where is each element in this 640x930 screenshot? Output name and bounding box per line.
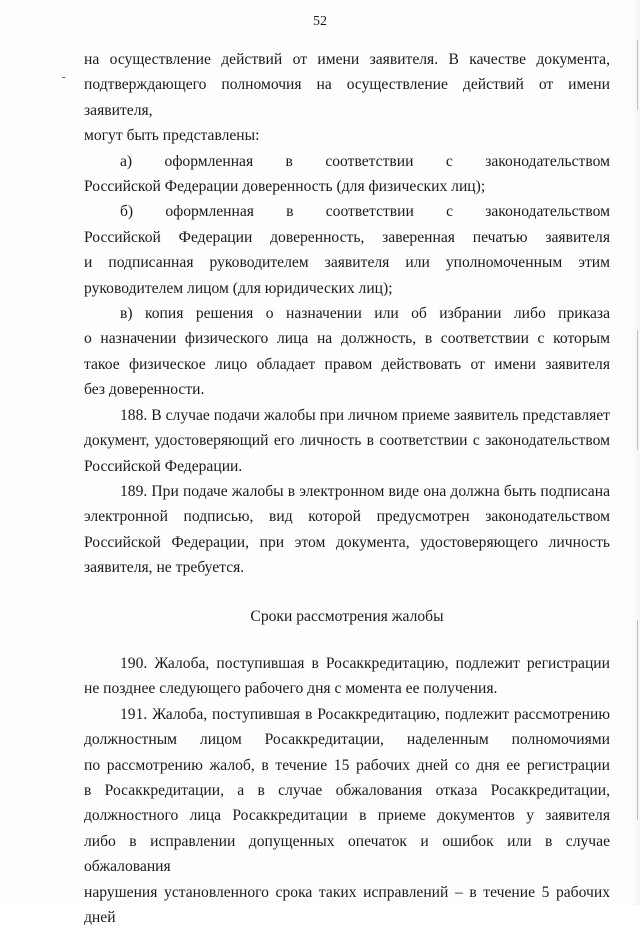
text-line: либо в исправлении допущенных опечаток и ошибок или в случае обжалования bbox=[84, 832, 610, 876]
text-line: 188. В случае подачи жалобы при личном приеме заявитель представляет bbox=[120, 406, 610, 424]
scan-edge-shadow bbox=[630, 0, 640, 905]
scan-edge-mark bbox=[637, 330, 638, 450]
page-number: 52 bbox=[313, 14, 327, 29]
text-line: должностного лица Росаккредитации в приеме документов у заявителя bbox=[84, 807, 610, 825]
text-line: Российской Федерации доверенность (для физических лиц); bbox=[84, 178, 486, 196]
text-line: документ, удостоверяющий его личность в соответствии с законодательством bbox=[84, 432, 610, 450]
paragraph-189 bbox=[84, 479, 610, 581]
scan-edge-mark bbox=[637, 40, 638, 110]
text-line: в Росаккредитации, а в случае обжалования отказа Росаккредитации, bbox=[84, 781, 610, 799]
margin-mark: - bbox=[62, 71, 66, 83]
text-line: по рассмотрению жалоб, в течение 15 рабочих дней со дня ее регистрации bbox=[84, 756, 610, 774]
text-line: в) копия решения о назначении или об избрании либо приказа bbox=[120, 305, 610, 323]
text-line: руководителем лицом (для юридических лиц); bbox=[84, 279, 393, 297]
text-line: 190. Жалоба, поступившая в Росаккредитацию, подлежит регистрации bbox=[120, 654, 610, 672]
list-item-a bbox=[84, 149, 610, 200]
list-item-v bbox=[84, 301, 610, 403]
text-line: а) оформленная в соответствии с законодательством bbox=[120, 152, 610, 170]
text-line: Российской Федерации. bbox=[84, 457, 243, 475]
paragraph-188 bbox=[84, 403, 610, 479]
text-line: не позднее следующего рабочего дня с момента ее получения. bbox=[84, 680, 498, 698]
text-line: Российской Федерации доверенность, заверенная печатью заявителя bbox=[84, 228, 610, 246]
text-line: о назначении физического лица на должность, в соответствии с которым bbox=[84, 330, 610, 348]
section-heading: Сроки рассмотрения жалобы bbox=[250, 607, 444, 625]
scan-edge-mark bbox=[637, 620, 638, 820]
text-line: электронной подписью, вид которой предусмотрен законодательством bbox=[84, 508, 610, 526]
text-line: на осуществление действий от имени заявителя. В качестве документа, bbox=[84, 51, 610, 68]
paragraph-continuation bbox=[84, 47, 610, 149]
text-line: Российской Федерации, при этом документа, удостоверяющего личность bbox=[84, 533, 610, 551]
text-line: должностным лицом Росаккредитации, наделенным полномочиями bbox=[84, 731, 610, 749]
text-line: могут быть представлены: bbox=[84, 127, 260, 145]
document-body bbox=[84, 47, 610, 930]
paragraph-190 bbox=[84, 651, 610, 702]
text-line: заявителя, не требуется. bbox=[84, 559, 245, 577]
text-line: подтверждающего полномочия на осуществление действий от имени заявителя, bbox=[84, 76, 610, 119]
paragraph-191 bbox=[84, 702, 610, 930]
text-line: 189. При подаче жалобы в электронном виде она должна быть подписана bbox=[120, 482, 610, 500]
text-line: б) оформленная в соответствии с законодательством bbox=[120, 203, 610, 221]
text-line: такое физическое лицо обладает правом действовать от имени заявителя bbox=[84, 355, 610, 373]
text-line: и подписанная руководителем заявителя или уполномоченным этим bbox=[84, 254, 610, 272]
text-line: без доверенности. bbox=[84, 381, 205, 399]
list-item-b bbox=[84, 199, 610, 301]
text-line: нарушения установленного срока таких исправлений – в течение 5 рабочих дней bbox=[84, 883, 610, 926]
text-line: 191. Жалоба, поступившая в Росаккредитацию, подлежит рассмотрению bbox=[120, 705, 610, 723]
